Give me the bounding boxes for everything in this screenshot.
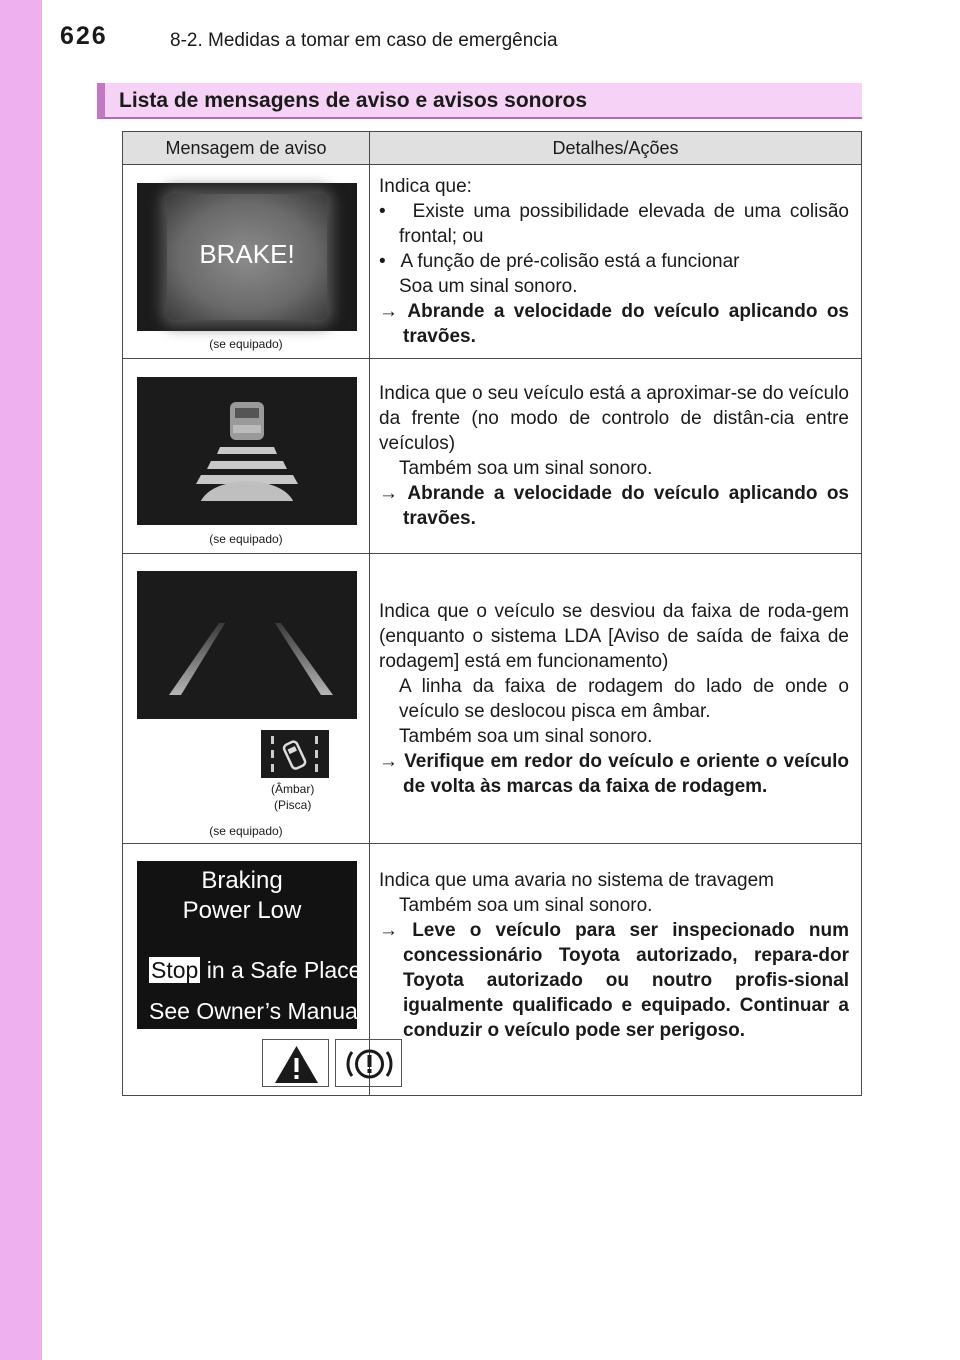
details-note: Soa um sinal sonoro. bbox=[399, 276, 578, 297]
details-bullet: • A função de pré-colisão está a funcionar bbox=[379, 251, 740, 272]
icon-label-blink: (Pisca) bbox=[274, 798, 312, 812]
warning-image-cell bbox=[123, 359, 370, 554]
warning-image-cell bbox=[123, 165, 370, 359]
details-note: Também soa um sinal sonoro. bbox=[399, 458, 653, 479]
table-row bbox=[123, 844, 862, 1096]
display-line-3: Stop in a Safe Place bbox=[151, 957, 362, 983]
table-header-row bbox=[123, 132, 862, 165]
car-approach-icon bbox=[137, 377, 357, 525]
details-intro: Indica que: bbox=[379, 176, 472, 197]
warning-image-cell bbox=[123, 554, 370, 844]
brake-display bbox=[137, 183, 357, 331]
details-cell bbox=[370, 844, 862, 1096]
details-action: → Leve o veículo para ser inspecionado num concessionário Toyota autorizado, repara-dor Toyota autorizado ou noutro profis-sional igualmente qualificado e equipado. Continuar a conduzir o veículo pode ser perigoso. bbox=[379, 920, 849, 1041]
details-cell bbox=[370, 165, 862, 359]
display-line-2: Power Low bbox=[182, 897, 302, 924]
table-row bbox=[123, 554, 862, 844]
icon-label-amber: (Âmbar) bbox=[271, 782, 315, 796]
lane-display bbox=[137, 571, 357, 719]
details-bullet: • Existe uma possibilidade elevada de uma colisão frontal; ou bbox=[379, 201, 849, 247]
lane-lines-icon bbox=[137, 571, 357, 719]
image-caption: (se equipado) bbox=[209, 337, 283, 351]
table-row bbox=[123, 165, 862, 359]
arrow-icon: → bbox=[379, 750, 398, 772]
header-warning-message: Mensagem de aviso bbox=[123, 132, 370, 165]
details-intro: Indica que uma avaria no sistema de travagem bbox=[379, 870, 774, 891]
details-intro: Indica que o veículo se desviou da faixa de roda-gem (enquanto o sistema LDA [Aviso de saída de faixa de rodagem] está em funcionamento) bbox=[379, 600, 849, 672]
display-line-4: See Owner’s Manual bbox=[149, 998, 363, 1024]
braking-power-display bbox=[137, 861, 363, 1029]
section-banner bbox=[97, 83, 862, 119]
warning-table bbox=[122, 131, 862, 1096]
details-cell bbox=[370, 359, 862, 554]
details-note: A linha da faixa de rodagem do lado de onde o veículo se deslocou pisca em âmbar. bbox=[399, 675, 849, 722]
header-details-actions: Detalhes/Ações bbox=[370, 132, 862, 165]
brake-display-text: BRAKE! bbox=[199, 239, 295, 269]
details-action: → Abrande a velocidade do veículo aplicando os travões. bbox=[379, 483, 849, 529]
lane-departure-icon bbox=[261, 730, 329, 778]
image-caption: (se equipado) bbox=[209, 532, 283, 546]
details-note: Também soa um sinal sonoro. bbox=[399, 895, 653, 916]
table-row bbox=[123, 359, 862, 554]
brake-system-icon bbox=[335, 1039, 402, 1087]
details-action: → Verifique em redor do veículo e oriente o veículo de volta às marcas da faixa de rodagem. bbox=[379, 750, 849, 797]
display-line-1: Braking bbox=[201, 867, 283, 894]
warning-image-cell bbox=[123, 844, 370, 1096]
image-caption: (se equipado) bbox=[209, 824, 283, 838]
section-title: 8-2. Medidas a tomar em caso de emergência bbox=[170, 30, 558, 51]
side-tab-bar bbox=[0, 0, 42, 1360]
details-intro: Indica que o seu veículo está a aproximar-se do veículo da frente (no modo de controlo de distân-cia entre veículos) bbox=[379, 383, 849, 454]
arrow-icon: → bbox=[379, 301, 398, 322]
details-action: → Abrande a velocidade do veículo aplicando os travões. bbox=[379, 301, 849, 347]
car-approach-display bbox=[137, 377, 357, 525]
arrow-icon: → bbox=[379, 920, 398, 941]
warning-triangle-icon bbox=[262, 1039, 329, 1087]
arrow-icon: → bbox=[379, 483, 398, 504]
stop-word: Stop bbox=[151, 957, 199, 983]
page-number: 626 bbox=[60, 22, 108, 50]
banner-title: Lista de mensagens de aviso e avisos sonoros bbox=[119, 89, 588, 112]
details-note: Também soa um sinal sonoro. bbox=[399, 725, 653, 747]
